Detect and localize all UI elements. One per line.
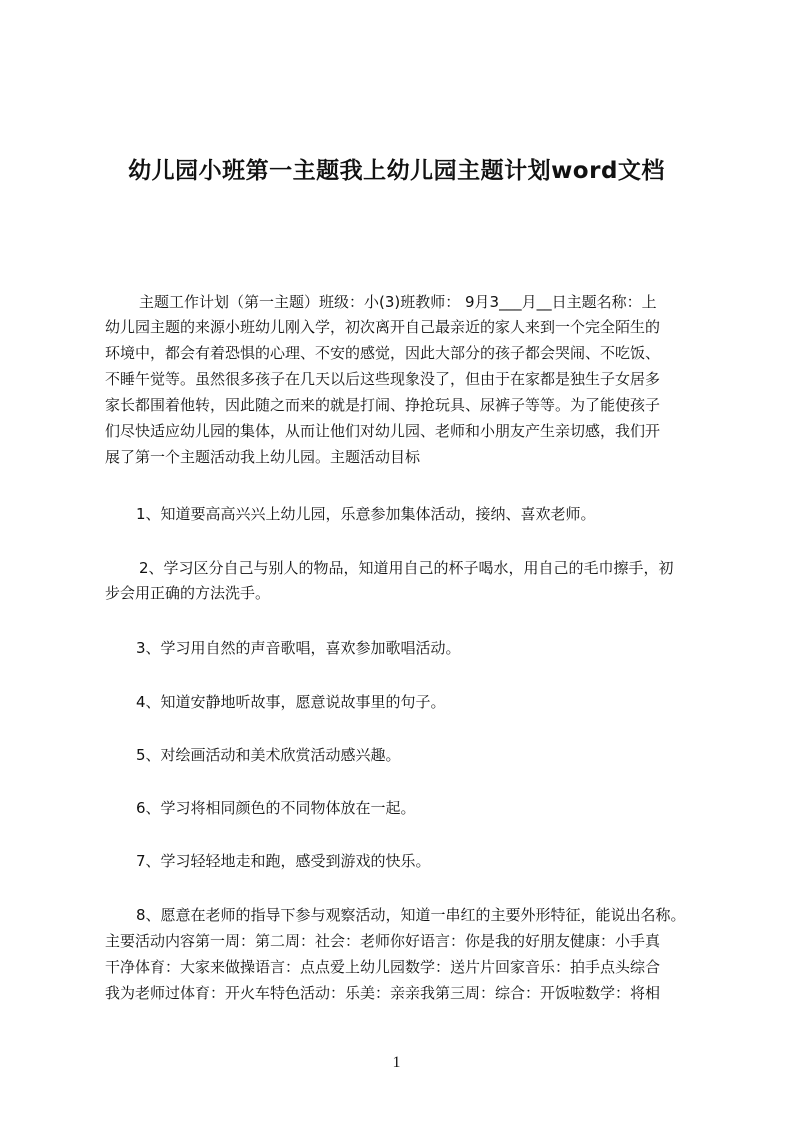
- intro-line: 环境中，都会有着恐惧的心理、不安的感觉，因此大部分的孩子都会哭闹、不吃饭、: [105, 344, 661, 362]
- document-title: 幼儿园小班第一主题我上幼儿园主题计划word文档: [128, 158, 665, 185]
- intro-line: 家长都围着他转，因此随之而来的就是打闹、挣抢玩具、尿裤子等等。为了能使孩子: [105, 396, 661, 414]
- page-number: 1: [392, 1054, 401, 1071]
- activity-content-line: 干净体育：大家来做操语言：点点爱上幼儿园数学：送片片回家音乐：拍手点头综合: [105, 958, 661, 976]
- goal-item-1: 1、知道要高高兴兴上幼儿园，乐意参加集体活动，接纳、喜欢老师。: [136, 505, 596, 523]
- goal-item-8: 8、愿意在老师的指导下参与观察活动，知道一串红的主要外形特征，能说出名称。: [136, 906, 686, 924]
- goal-item-2-continued: 步会用正确的方法洗手。: [105, 584, 271, 602]
- goal-item-4: 4、知道安静地听故事，愿意说故事里的句子。: [136, 693, 446, 711]
- intro-line: 不睡午觉等。虽然很多孩子在几天以后这些现象没了，但由于在家都是独生子女居多: [105, 370, 661, 388]
- intro-line: 主题工作计划（第一主题）班级：小(3)班教师： 9月3___月__日主题名称：上: [139, 293, 657, 311]
- intro-line: 展了第一个主题活动我上幼儿园。主题活动目标: [105, 448, 421, 466]
- goal-item-6: 6、学习将相同颜色的不同物体放在一起。: [136, 799, 416, 817]
- activity-content-line: 我为老师过体育：开火车特色活动：乐美：亲亲我第三周：综合：开饭啦数学：将相: [105, 984, 661, 1002]
- goal-item-3: 3、学习用自然的声音歌唱，喜欢参加歌唱活动。: [136, 639, 461, 657]
- intro-line: 们尽快适应幼儿园的集体，从而让他们对幼儿园、老师和小朋友产生亲切感，我们开: [105, 422, 661, 440]
- activity-content-line: 主要活动内容第一周：第二周：社会：老师你好语言：你是我的好朋友健康：小手真: [105, 932, 661, 950]
- goal-item-5: 5、对绘画活动和美术欣赏活动感兴趣。: [136, 746, 401, 764]
- intro-line: 幼儿园主题的来源小班幼儿刚入学，初次离开自己最亲近的家人来到一个完全陌生的: [105, 318, 661, 336]
- goal-item-7: 7、学习轻轻地走和跑，感受到游戏的快乐。: [136, 852, 431, 870]
- goal-item-2: 2、学习区分自己与别人的物品，知道用自己的杯子喝水，用自己的毛巾擦手，初: [139, 559, 674, 577]
